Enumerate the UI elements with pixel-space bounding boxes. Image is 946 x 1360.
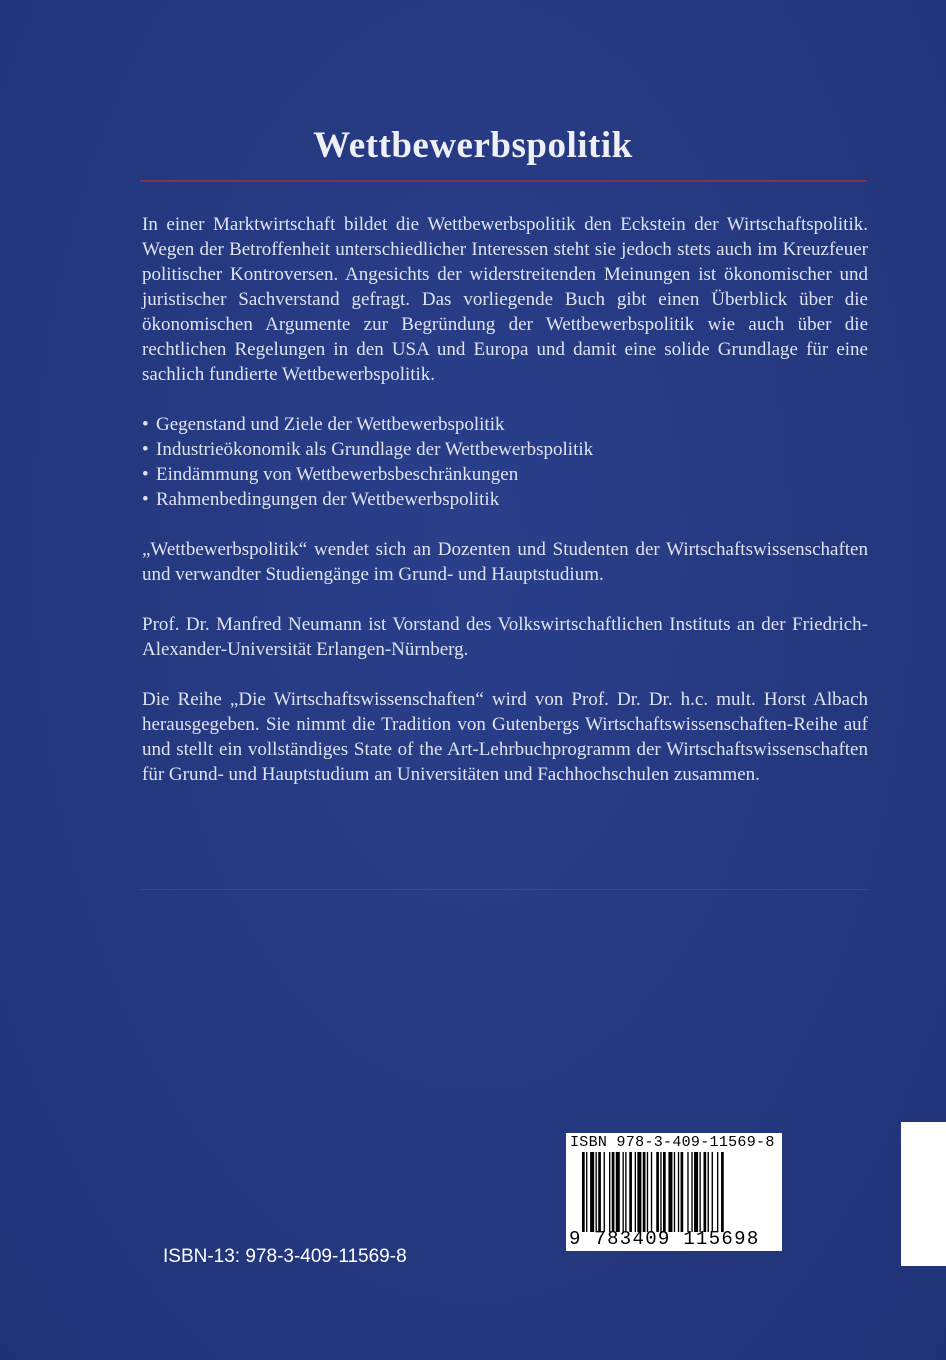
barcode-bar: [704, 1152, 707, 1232]
bullet-icon: •: [142, 439, 149, 460]
barcode-bar: [598, 1152, 601, 1232]
barcode-bar: [668, 1152, 672, 1232]
barcode-bar: [609, 1152, 610, 1232]
bullet-icon: •: [142, 414, 149, 435]
barcode-bar: [651, 1152, 652, 1232]
bottom-divider: [140, 889, 867, 890]
barcode-isbn-text: ISBN 978-3-409-11569-8: [570, 1134, 775, 1151]
topic-list: [142, 412, 868, 512]
barcode-bar: [647, 1152, 648, 1232]
barcode-bar: [717, 1152, 718, 1232]
barcode-bar: [637, 1152, 641, 1232]
barcode-bar: [712, 1152, 713, 1232]
barcode-bar: [625, 1152, 626, 1232]
audience-paragraph: „Wettbewerbspolitik“ wendet sich an Dozenten und Studenten der Wirtschaftswissenschaften und verwandter Studiengänge im Grund- und Hauptstudium.: [142, 539, 868, 585]
barcode-digits: 9 783409 115698: [569, 1228, 760, 1250]
barcode-bar: [586, 1152, 587, 1232]
barcode-bar: [612, 1152, 615, 1232]
author-paragraph: Prof. Dr. Manfred Neumann ist Vorstand des Volkswirtschaftlichen Instituts an der Friedrich-Alexander-Universität Erlangen-Nürnberg.: [142, 614, 868, 660]
barcode-bar: [681, 1152, 684, 1232]
intro-paragraph: In einer Marktwirtschaft bildet die Wettbewerbspolitik den Eckstein der Wirtschaftspolitik. Wegen der Betroffenheit unterschiedlicher Interessen steht sie jedoch stets auch im Kreuzfeuer politischer Kontroversen. Angesichts der widerstreitenden Meinungen ist ökonomischer und juristischer Sachverstand gefragt. Das vorliegende Buch gibt einen Überblick über die ökonomischen Argumente zur Begründung der Wettbewerbspolitik wie auch über die rechtlichen Regelungen in den USA und Europa und damit eine solide Grundlage für eine sachlich fundierte Wettbewerbspolitik.: [142, 214, 868, 385]
series-paragraph: Die Reihe „Die Wirtschaftswissenschaften“ wird von Prof. Dr. Dr. h.c. mult. Horst Albach herausgegeben. Sie nimmt die Tradition von Gutenbergs Wirtschaftswissenschaften-Reihe auf und stellt ein vollständiges State of the Art-Lehrbuchprogramm der Wirtschaftswissenschaften für Grund- und Hauptstudium an Universitäten und Fachhochschulen zusammen.: [142, 689, 868, 785]
topic-item: • Industrieökonomik als Grundlage der Wettbewerbspolitik: [142, 439, 594, 460]
barcode-bars: [580, 1152, 770, 1232]
barcode-bar: [629, 1152, 632, 1232]
topic-item: • Rahmenbedingungen der Wettbewerbspolitik: [142, 489, 500, 510]
barcode: [566, 1133, 782, 1251]
barcode-bar: [691, 1152, 692, 1232]
bullet-icon: •: [142, 489, 149, 510]
barcode-bar: [582, 1152, 585, 1232]
barcode-bar: [604, 1152, 605, 1232]
barcode-bar: [721, 1152, 724, 1232]
bullet-icon: •: [142, 464, 149, 485]
barcode-bar: [694, 1152, 698, 1232]
barcode-bar: [623, 1152, 624, 1232]
barcode-bar: [687, 1152, 688, 1232]
white-edge-tab: [901, 1122, 946, 1266]
barcode-bar: [663, 1152, 666, 1232]
barcode-bar: [674, 1152, 675, 1232]
topic-item: • Eindämmung von Wettbewerbsbeschränkungen: [142, 464, 519, 485]
barcode-bar: [660, 1152, 661, 1232]
barcode-bar: [656, 1152, 659, 1232]
title-divider: [140, 180, 867, 182]
topic-item: • Gegenstand und Ziele der Wettbewerbspolitik: [142, 414, 505, 435]
barcode-bar: [596, 1152, 597, 1232]
isbn13-label: ISBN-13: 978-3-409-11569-8: [163, 1246, 407, 1267]
barcode-bar: [643, 1152, 646, 1232]
barcode-bar: [616, 1152, 620, 1232]
book-title: Wettbewerbspolitik: [313, 125, 633, 166]
barcode-bar: [590, 1152, 594, 1232]
blurb-text: [142, 212, 868, 812]
barcode-bar: [635, 1152, 636, 1232]
barcode-bar: [699, 1152, 700, 1232]
barcode-bar: [678, 1152, 679, 1232]
barcode-bar: [708, 1152, 709, 1232]
